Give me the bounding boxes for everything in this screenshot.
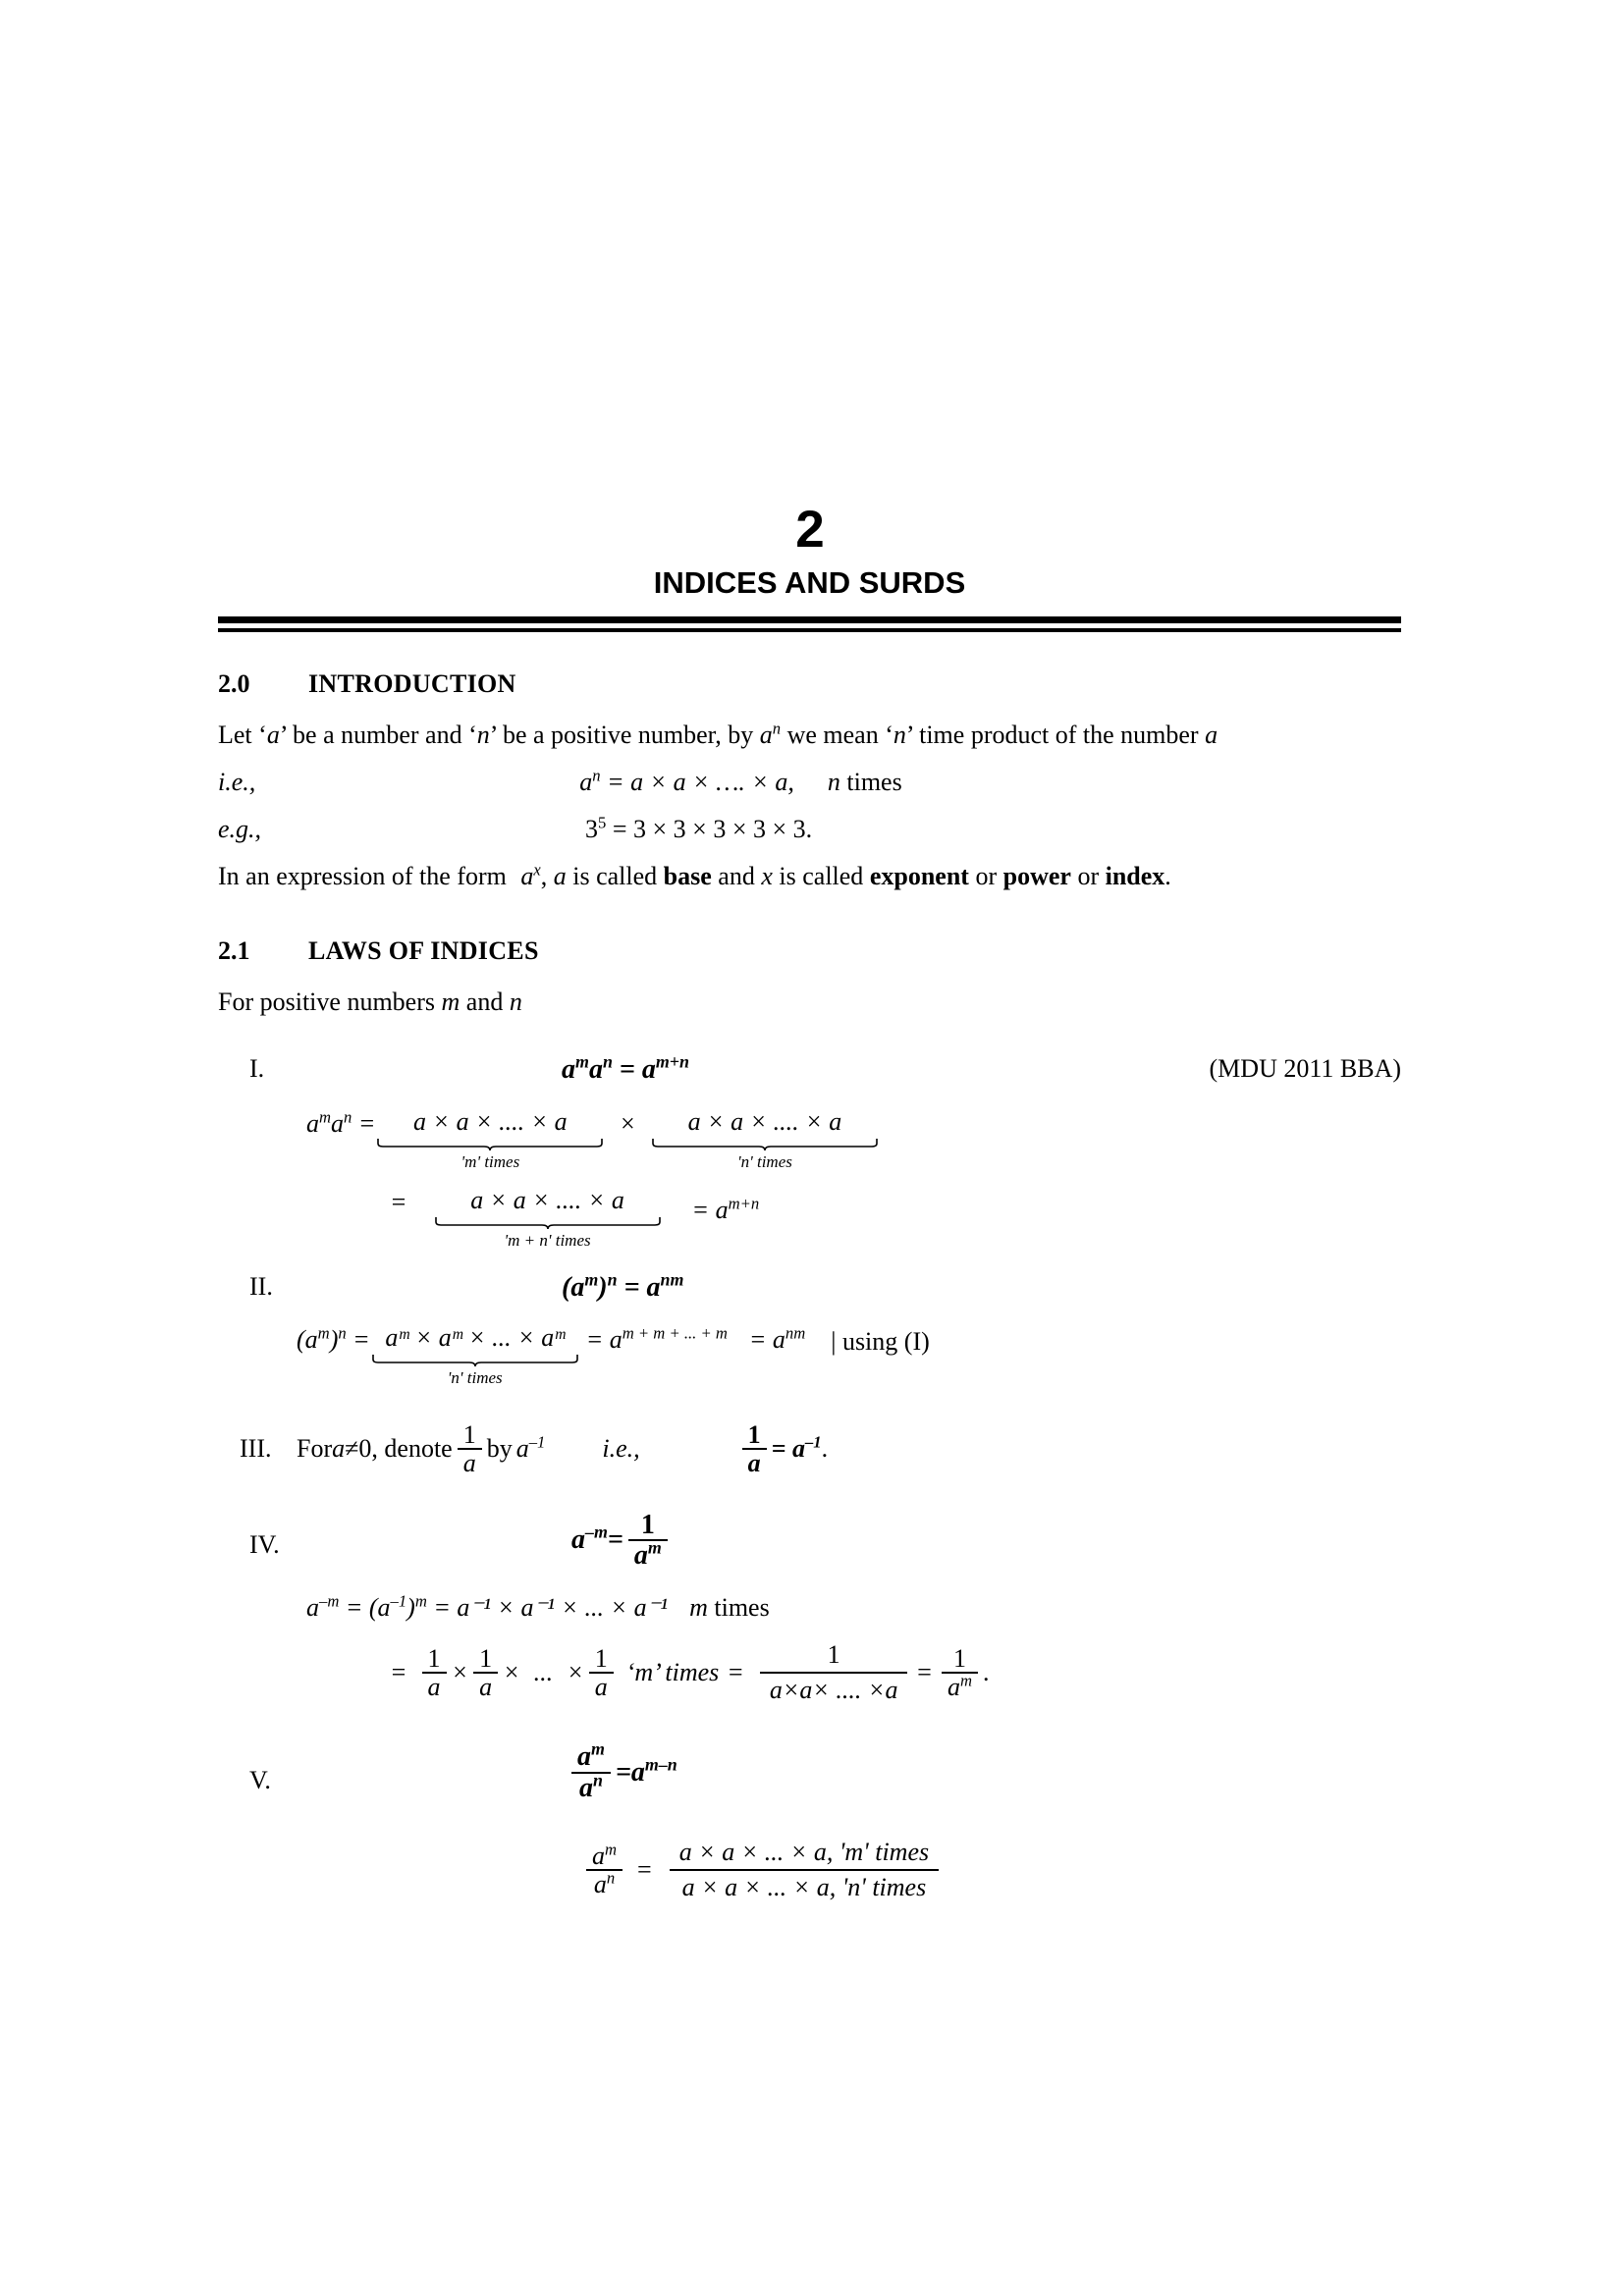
intro-text: ’ be a positive number, by: [489, 721, 760, 749]
law-row-i: [218, 1051, 1401, 1251]
law-statement-v: [297, 1738, 1401, 1803]
equals-sign: =: [607, 1523, 623, 1555]
law4-times-label: ‘m’ times: [625, 1658, 720, 1687]
law2-base: a: [570, 1272, 585, 1303]
chapter-title: INDICES AND SURDS: [653, 565, 966, 600]
law4-inner-exp: –1: [390, 1591, 407, 1611]
intro-exp-n: n: [772, 719, 782, 738]
law-numeral-i: I.: [249, 1054, 265, 1083]
law3-denote-exp: –1: [528, 1432, 546, 1452]
section-title: INTRODUCTION: [308, 669, 516, 698]
equals-sign: =: [612, 1054, 642, 1085]
laws-intro-text: For positive numbers: [218, 988, 442, 1016]
law-body-iv: [297, 1511, 1401, 1708]
equals-sign: =: [771, 1434, 792, 1464]
fraction-numerator: a × a × ... × a, 'm' times: [678, 1837, 930, 1866]
fraction-numerator: 1: [427, 1643, 441, 1673]
form-text: ,: [540, 862, 554, 890]
fraction-product-m-over-product-n: [670, 1836, 939, 1904]
law1-label-m: 'm' times: [460, 1152, 520, 1171]
law4-times-word: times: [707, 1593, 770, 1623]
chapter-header: [218, 0, 1401, 603]
law2-exp-outer: n: [338, 1323, 347, 1343]
fraction-one-over-a: [422, 1645, 447, 1701]
law2-result-exp: nm: [660, 1269, 684, 1290]
equals-sign: =: [748, 1325, 773, 1354]
law1-terms-mn: a × a × .... × a: [470, 1186, 624, 1214]
intro-var-a: a: [759, 721, 773, 749]
fraction-numerator: 1: [747, 1420, 761, 1449]
section-heading-introduction: [218, 669, 1401, 699]
fraction-one-over-a-m: [942, 1645, 978, 1701]
law-body-i: [297, 1051, 1401, 1251]
law1-reference: (MDU 2011 BBA): [1209, 1054, 1401, 1083]
law-numeral-ii: II.: [249, 1272, 273, 1301]
law1-label-n: 'n' times: [736, 1152, 792, 1171]
law1-terms-n: a × a × .... × a: [687, 1107, 842, 1136]
times-sign: ×: [567, 1658, 584, 1687]
page-content: [218, 0, 1401, 1904]
fraction-one-over-a: [458, 1421, 482, 1477]
equals-sign: =: [390, 1658, 407, 1687]
law1-deriv-exp1: m: [319, 1107, 332, 1127]
law1-result-exp: m+n: [728, 1194, 760, 1213]
law2-exp-inner: m: [584, 1269, 599, 1290]
form-text: or: [1070, 862, 1106, 890]
period: .: [821, 1434, 829, 1464]
law2-base: a: [304, 1325, 318, 1354]
underbrace-icon: [435, 1216, 661, 1230]
law2-derivation: [297, 1323, 1401, 1388]
underbrace-icon: [377, 1138, 603, 1151]
section-title: LAWS OF INDICES: [308, 936, 539, 965]
form-text: is called: [772, 862, 870, 890]
intro-eg-line: [218, 807, 1401, 852]
law-statement-ii: [297, 1269, 1401, 1304]
law4-inner-base: a: [377, 1593, 391, 1623]
laws-intro-line: [218, 980, 1401, 1025]
equals-sign: =: [615, 1756, 631, 1788]
paren-open: (: [297, 1325, 305, 1354]
equals-sign: =: [390, 1188, 407, 1216]
paren-close: ): [329, 1325, 339, 1354]
times-sign: ×: [503, 1658, 520, 1687]
law2-label-n: 'n' times: [447, 1368, 503, 1387]
chapter-number: 2: [795, 501, 824, 559]
law-row-ii: [218, 1269, 1401, 1388]
law4-derivation-line1: [297, 1593, 1401, 1623]
law1-result-base: a: [641, 1054, 656, 1085]
form-text: is called: [566, 862, 664, 890]
period: .: [983, 1658, 990, 1687]
times-sign: ×: [619, 1109, 636, 1138]
ie-times-word: times: [839, 768, 902, 796]
ie-equation-body: = a × a × …. × a,: [600, 768, 794, 796]
law3-text: 0, denote: [358, 1434, 453, 1464]
fraction-denominator: a: [422, 1672, 447, 1700]
section-heading-laws-of-indices: [218, 936, 1401, 966]
law1-deriv-base2: a: [331, 1109, 345, 1138]
form-base-var: a: [553, 862, 567, 890]
intro-text: ’ be a number and ‘: [279, 721, 477, 749]
law-numeral-v: V.: [249, 1766, 271, 1795]
law5-result-base: a: [630, 1756, 645, 1788]
underbrace-icon: [372, 1354, 578, 1367]
fraction-denominator-exp: n: [592, 1770, 603, 1790]
law4-exp: –m: [319, 1591, 340, 1611]
law1-derivation-line2: [297, 1186, 1401, 1251]
fraction-numerator: 1: [594, 1643, 608, 1673]
equals-sign: =: [915, 1658, 934, 1687]
law-row-v: [218, 1738, 1401, 1904]
intro-var-a: a: [266, 721, 280, 749]
law3-text: For: [297, 1434, 333, 1464]
law1-exp1: m: [575, 1051, 589, 1072]
ie-equation-base: a: [579, 768, 593, 796]
ellipsis: ...: [533, 1658, 554, 1687]
paren-close: ): [598, 1272, 608, 1303]
times-sign: ×: [451, 1658, 469, 1687]
law3-text: by: [486, 1434, 513, 1464]
intro-text: ’ time product of the number: [905, 721, 1206, 749]
law-numeral-iii: III.: [240, 1434, 272, 1464]
intro-var-a: a: [1205, 721, 1218, 749]
law3-result-base: a: [791, 1434, 805, 1464]
law1-result-exp: m+n: [655, 1051, 689, 1072]
law2-mid-exp: m + m + ... + m: [622, 1323, 728, 1343]
term-index: index: [1105, 862, 1165, 890]
equals-sign: =: [346, 1325, 370, 1354]
section-number: 2.1: [218, 936, 250, 965]
term-base: base: [663, 862, 712, 890]
fraction-numerator-base: a: [577, 1741, 591, 1773]
law4-base: a: [306, 1593, 319, 1623]
fraction-numerator-exp: m: [591, 1738, 605, 1759]
law-body-v: [297, 1738, 1401, 1904]
law3-denote-base: a: [515, 1434, 529, 1464]
law2-exp-inner: m: [317, 1323, 330, 1343]
underbrace-group-m: [377, 1107, 603, 1172]
fraction-denominator: a: [458, 1448, 482, 1476]
fraction-denominator-base: a: [593, 1869, 607, 1898]
term-power: power: [1002, 862, 1071, 890]
law-row-iii: [218, 1421, 1401, 1477]
fraction-one-over-a-bold: [742, 1421, 767, 1477]
equals-sign: =: [426, 1593, 458, 1623]
fraction-numerator: 1: [462, 1420, 476, 1449]
law1-base2: a: [588, 1054, 603, 1085]
intro-form-line: [218, 854, 1401, 899]
law-numeral-iv: IV.: [249, 1529, 280, 1559]
fraction-one-over-product: [760, 1638, 908, 1707]
eg-label: e.g.,: [218, 815, 262, 843]
fraction-denominator: a × a × ... × a, 'n' times: [670, 1869, 939, 1904]
law1-derivation-line1: [297, 1107, 1401, 1172]
section-number: 2.0: [218, 669, 250, 698]
equals-sign: =: [691, 1196, 716, 1224]
eg-equation-exp: 5: [598, 813, 607, 832]
fraction-one-over-a: [473, 1645, 498, 1701]
intro-paragraph: [218, 713, 1401, 758]
law4-eq-open: = (: [339, 1593, 378, 1623]
law1-exp2: n: [602, 1051, 613, 1072]
form-text: .: [1164, 862, 1171, 890]
fraction-denominator: a×a× .... ×a: [760, 1672, 908, 1707]
intro-text: Let ‘: [218, 721, 267, 749]
form-base-var: a: [520, 862, 534, 890]
law2-mid-base: a: [609, 1325, 623, 1354]
law5-derivation: [297, 1836, 1401, 1904]
eg-equation-body: = 3 × 3 × 3 × 3 × 3.: [606, 815, 813, 843]
law-body-iii: [297, 1421, 1401, 1477]
form-text: In an expression of the form: [218, 862, 514, 890]
fraction-denominator-base: a: [947, 1673, 961, 1702]
fraction-denominator-base: a: [633, 1539, 648, 1571]
fraction-denominator: a: [742, 1448, 767, 1476]
header-rule-thick: [218, 616, 1401, 623]
law1-deriv-base1: a: [306, 1109, 319, 1138]
law-statement-i: [297, 1051, 1401, 1086]
form-text: and: [711, 862, 762, 890]
fraction-a-m-over-a-n: [571, 1738, 611, 1803]
law1-label-mn: 'm + n' times: [504, 1231, 591, 1250]
laws-intro-text: and: [460, 988, 510, 1016]
law4-derivation-line2: [297, 1638, 1401, 1707]
fraction-numerator: 1: [953, 1643, 967, 1673]
fraction-numerator-base: a: [592, 1841, 605, 1870]
law3-result-exp: –1: [804, 1432, 822, 1452]
fraction-denominator-exp: m: [960, 1671, 973, 1690]
form-exp-var: x: [533, 860, 541, 880]
law-statement-iv: [297, 1511, 1401, 1571]
fraction-one-over-a-m: [628, 1511, 668, 1571]
law4-times-var: m: [689, 1593, 708, 1623]
fraction-numerator: 1: [827, 1640, 840, 1670]
ie-times-var: n: [827, 768, 840, 796]
underbrace-group-mn: [435, 1186, 661, 1251]
intro-var-n: n: [476, 721, 490, 749]
form-text: or: [968, 862, 1003, 890]
equals-sign: =: [585, 1325, 610, 1354]
intro-text: we mean ‘: [781, 721, 893, 749]
fraction-denominator: a: [473, 1672, 498, 1700]
var-a: a: [332, 1434, 346, 1464]
law2-exp-outer: n: [607, 1269, 618, 1290]
eg-equation-base: 3: [585, 815, 599, 843]
underbrace-group-n: [372, 1323, 578, 1388]
law4-outer-exp: m: [414, 1591, 427, 1611]
fraction-denominator-exp: n: [606, 1868, 616, 1888]
law2-terms: aᵐ × aᵐ × ... × aᵐ: [385, 1323, 566, 1352]
underbrace-group-n: [652, 1107, 878, 1172]
paren-close: ): [406, 1593, 415, 1623]
fraction-numerator: 1: [640, 1509, 655, 1540]
var-n: n: [509, 988, 522, 1016]
not-equal-sign: ≠: [345, 1434, 359, 1464]
law2-final-base: a: [772, 1325, 785, 1354]
law2-final-exp: nm: [785, 1323, 806, 1343]
fraction-one-over-a: [589, 1645, 614, 1701]
fraction-numerator: 1: [479, 1643, 493, 1673]
ie-equation-exp: n: [592, 766, 601, 785]
law4-base: a: [571, 1523, 585, 1555]
equals-sign: =: [637, 1854, 652, 1884]
header-rule-thin: [218, 628, 1401, 632]
equals-sign: =: [352, 1109, 376, 1138]
fraction-denominator-exp: m: [647, 1537, 662, 1558]
var-m: m: [441, 988, 460, 1016]
ie-label: i.e.,: [218, 768, 256, 796]
law1-result-base: a: [715, 1196, 729, 1224]
law5-result-exp: m–n: [644, 1754, 677, 1775]
law1-deriv-exp2: n: [344, 1107, 352, 1127]
underbrace-icon: [652, 1138, 878, 1151]
paren-open: (: [562, 1272, 571, 1303]
law4-exp: –m: [585, 1522, 608, 1542]
law1-base1: a: [562, 1054, 575, 1085]
law4-chain: a⁻¹ × a⁻¹ × ... × a⁻¹: [457, 1593, 669, 1623]
law2-note-using-i: | using (I): [831, 1327, 930, 1356]
intro-ie-line: [218, 760, 1401, 805]
intro-var-n: n: [893, 721, 906, 749]
law-row-iv: [218, 1511, 1401, 1708]
fraction-denominator: a: [589, 1672, 614, 1700]
equals-sign: =: [617, 1272, 647, 1303]
law-body-ii: [297, 1269, 1401, 1388]
law1-terms-m: a × a × .... × a: [413, 1107, 568, 1136]
form-x-var: x: [761, 862, 773, 890]
fraction-numerator-exp: m: [605, 1839, 618, 1858]
equals-sign: =: [727, 1658, 744, 1687]
ie-label: i.e.,: [602, 1434, 640, 1464]
term-exponent: exponent: [869, 862, 969, 890]
law2-result-base: a: [646, 1272, 661, 1303]
fraction-denominator-base: a: [578, 1772, 593, 1803]
fraction-a-m-over-a-n: [586, 1839, 623, 1898]
